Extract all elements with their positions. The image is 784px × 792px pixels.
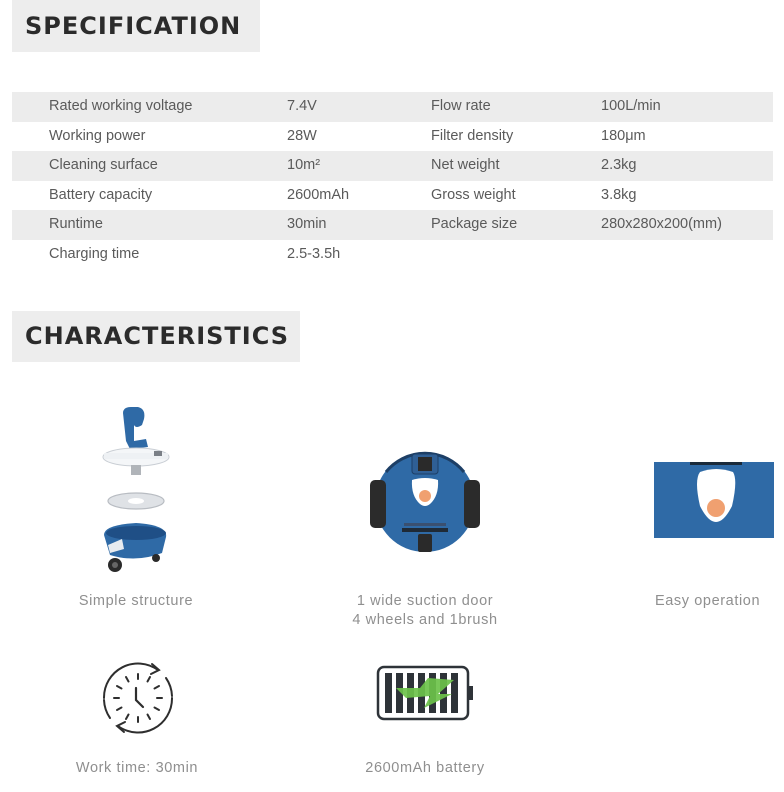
spec-value: 3.8kg — [601, 186, 637, 203]
spec-label: Flow rate — [431, 98, 491, 114]
spec-label: Working power — [49, 127, 146, 144]
spec-value: 7.4V — [287, 98, 317, 114]
feature-label: Easy operation — [655, 593, 761, 609]
feature-work-time — [40, 759, 234, 778]
spec-label: Rated working voltage — [49, 98, 193, 114]
spec-value: 28W — [287, 127, 317, 144]
spec-value: 100L/min — [601, 98, 661, 114]
spec-row — [12, 240, 773, 270]
spec-value: 10m² — [287, 157, 321, 173]
feature-suction-wheels-brush — [318, 592, 532, 630]
spec-row — [12, 210, 773, 240]
robot-bottom-view-image — [366, 448, 484, 558]
battery-charging-icon — [376, 664, 476, 724]
spec-label: Net weight — [431, 157, 500, 173]
spec-value: 180μm — [601, 127, 646, 144]
spec-row — [12, 92, 773, 122]
feature-label: Simple structure — [78, 593, 194, 609]
feature-label: 2600mAh battery — [365, 760, 485, 776]
spec-label: Package size — [431, 216, 518, 232]
spec-value: 2.3kg — [601, 157, 637, 173]
operation-closeup-image — [654, 462, 774, 538]
spec-label: Charging time — [49, 245, 140, 262]
feature-easy-operation — [640, 592, 784, 611]
spec-row — [12, 122, 773, 152]
feature-label-line2: 4 wheels and 1brush — [352, 612, 498, 628]
spec-row — [12, 181, 773, 211]
specification-heading: SPECIFICATION — [12, 0, 260, 52]
clock-cycle-icon — [96, 656, 180, 740]
spec-label: Battery capacity — [49, 186, 153, 203]
feature-label: Work time: 30min — [75, 760, 199, 776]
spec-value: 2600mAh — [287, 186, 350, 203]
spec-row — [12, 151, 773, 181]
spec-value: 280x280x200(mm) — [601, 216, 722, 232]
exploded-structure-image — [96, 405, 176, 580]
feature-label-line1: 1 wide suction door — [356, 593, 494, 609]
specification-table — [12, 92, 773, 269]
spec-label: Cleaning surface — [49, 157, 158, 173]
feature-battery — [330, 759, 520, 778]
spec-value: 30min — [287, 216, 327, 232]
spec-value: 2.5-3.5h — [287, 245, 341, 262]
characteristics-heading: CHARACTERISTICS — [12, 311, 300, 362]
spec-label: Filter density — [431, 127, 514, 144]
spec-label: Gross weight — [431, 186, 516, 203]
spec-label: Runtime — [49, 216, 103, 232]
feature-simple-structure — [40, 592, 232, 611]
